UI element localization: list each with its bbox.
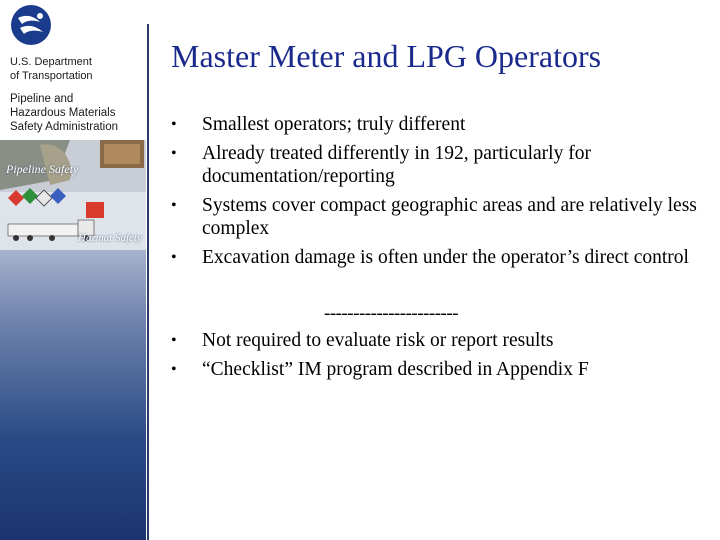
bullet-dot-icon: • (171, 249, 177, 266)
slide-title: Master Meter and LPG Operators (171, 38, 602, 74)
agency-line-1: U.S. Department (10, 56, 92, 68)
bullet-dot-icon: • (171, 197, 177, 214)
admin-line-3: Safety Administration (10, 121, 119, 133)
bullet-text: Systems cover compact geographic areas and are relatively less complex (202, 195, 697, 239)
bullet-list-top (170, 113, 715, 275)
bullet-text: Excavation damage is often under the operator’s direct control (202, 247, 689, 268)
bullet-text: Not required to evaluate risk or report results (202, 330, 554, 351)
bullet-item (170, 142, 715, 188)
dot-logo-icon (10, 4, 52, 46)
agency-name (10, 55, 93, 83)
bullet-item (170, 329, 715, 352)
administration-name (10, 92, 118, 134)
admin-line-2: Hazardous Materials (10, 107, 116, 119)
sidebar-divider (147, 24, 149, 540)
bullet-dot-icon: • (171, 361, 177, 378)
bullet-item (170, 358, 715, 381)
bullet-dot-icon: • (171, 332, 177, 349)
collage-label-hazmat: Hazmat Safety (78, 232, 142, 244)
bullet-item (170, 246, 715, 269)
bullet-item (170, 113, 715, 136)
bullet-item (170, 194, 715, 240)
collage-label-pipeline: Pipeline Safety (6, 162, 79, 176)
admin-line-1: Pipeline and (10, 93, 74, 105)
bullet-dot-icon: • (171, 145, 177, 162)
agency-line-2: of Transportation (10, 70, 93, 82)
bullet-text: Smallest operators; truly different (202, 114, 466, 135)
bullet-dot-icon: • (171, 116, 177, 133)
bullet-text: “Checklist” IM program described in Appendix F (202, 359, 589, 380)
section-separator: ----------------------- (324, 303, 459, 324)
bullet-list-bottom (170, 329, 715, 387)
sidebar (0, 0, 146, 540)
safety-collage (0, 140, 146, 250)
bullet-text: Already treated differently in 192, particularly for documentation/reporting (202, 143, 591, 187)
